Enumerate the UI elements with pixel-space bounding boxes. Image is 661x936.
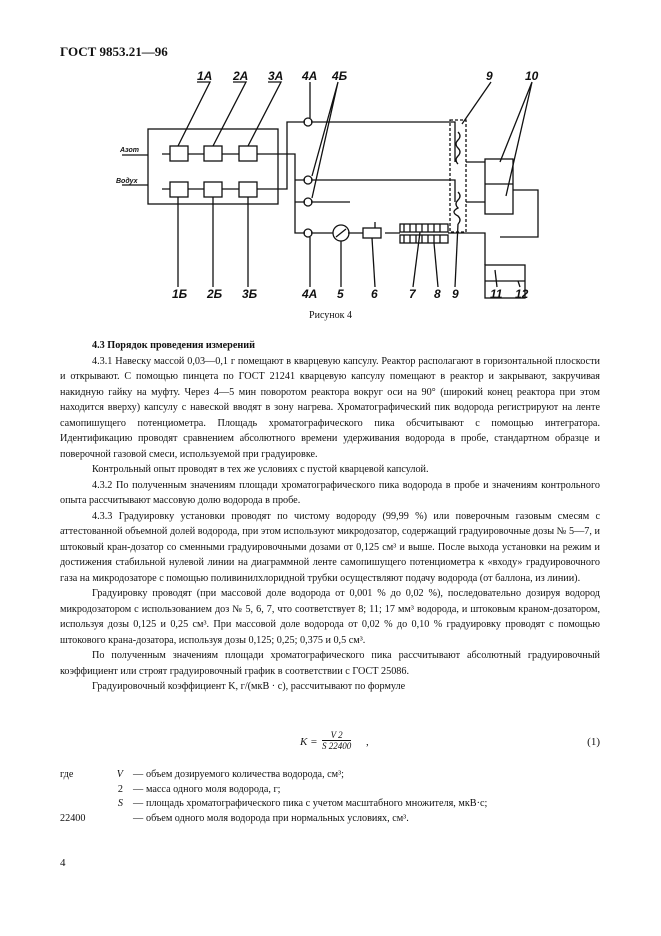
label-4b: 4Б <box>332 69 348 83</box>
definition-row <box>60 797 620 812</box>
label-9-bottom: 9 <box>452 287 459 301</box>
definition-row <box>60 812 620 827</box>
formula-comma: , <box>366 736 369 748</box>
document-header: ГОСТ 9853.21—96 <box>60 44 168 59</box>
label-9-top: 9 <box>486 69 493 83</box>
procedure-section <box>60 338 600 695</box>
definition-row <box>60 768 620 783</box>
where-prefix: где <box>60 769 74 780</box>
definition-text: объем одного моля водорода при нормальных условиях, см³. <box>146 812 409 824</box>
definition-symbol: V <box>116 769 123 780</box>
paragraph-coefficient: По полученным значениям площади хроматографического пика рассчитывают абсолютный градуировочный коэффициент или строят градуировочный график в соответствии с ГОСТ 25086. <box>60 650 600 677</box>
equation-number: (1) <box>587 736 600 748</box>
formula-fraction <box>322 730 351 751</box>
variable-definitions <box>60 768 620 826</box>
definition-symbol: 2 <box>117 783 123 795</box>
label-12: 12 <box>515 287 529 301</box>
page-number: 4 <box>60 857 66 869</box>
definition-dash: — <box>133 769 144 780</box>
formula-denominator: S 22400 <box>322 741 352 751</box>
definition-dash: — <box>133 783 144 795</box>
definition-text: объем дозируемого количества водорода, см³; <box>146 769 345 780</box>
block-3a <box>239 146 257 161</box>
paragraph-control-test: Контрольный опыт проводят в тех же условиях с пустой кварцевой капсулой. <box>92 464 429 475</box>
inlet-label-air: Водух <box>116 178 138 185</box>
formula-numerator: V 2 <box>322 730 351 741</box>
label-1a: 1А <box>197 69 213 83</box>
block-1b <box>170 182 188 197</box>
block-2a <box>204 146 222 161</box>
label-8: 8 <box>434 287 441 301</box>
inlet-label-nitrogen: Азот <box>120 147 140 154</box>
paragraph-formula-intro: Градуировочный коэффициент K, г/(мкВ · с), рассчитывают по формуле <box>92 681 406 692</box>
label-4a-top: 4А <box>302 69 318 83</box>
definition-dash: — <box>133 812 144 824</box>
label-3b: 3Б <box>242 287 258 301</box>
label-6: 6 <box>371 287 378 301</box>
definition-dash: — <box>133 798 144 809</box>
label-7: 7 <box>409 287 416 301</box>
formula-1 <box>60 727 600 761</box>
section-heading: 4.3 Порядок проведения измерений <box>92 340 255 351</box>
block-1a <box>170 146 188 161</box>
paragraph-calibration-ranges: Градуировку проводят (при массовой доле водорода от 0,001 % до 0,02 %), последовательно дозируя водород микродозатором с использованием доз № 5, 6, 7, что соответствует 8; 11; 17 мм³ водорода, и штоковым краном-дозатором, используя дозы 0,125 и 0,25 см³. При массовой доле водорода от 0,02 % до 0,10 % градуировку проводят с помощью штокового крана-дозатора, используя дозы 0,125; 0,25; 0,375 и 0,5 см³. <box>60 588 600 646</box>
apparatus-schematic <box>100 62 560 302</box>
label-1b: 1Б <box>172 287 188 301</box>
block-3b <box>239 182 257 197</box>
definition-text: площадь хроматографического пика с учетом масштабного множителя, мкВ·с; <box>146 798 488 809</box>
label-11: 11 <box>490 287 503 301</box>
figure-caption: Рисунок 4 <box>309 310 352 321</box>
definition-symbol: 22400 <box>60 812 86 824</box>
definition-text: масса одного моля водорода, г; <box>146 783 281 795</box>
label-2b: 2Б <box>207 287 223 301</box>
formula-lhs: K = <box>300 736 318 748</box>
paragraph-4-3-2: 4.3.2 По полученным значениям площади хроматографического пика водорода в пробе и значениям контрольного опыта рассчитывают массовую долю водорода в пробе. <box>60 479 600 506</box>
label-5: 5 <box>337 287 344 301</box>
paragraph-4-3-1: 4.3.1 Навеску массой 0,03—0,1 г помещают в кварцевую капсулу. Реактор располагают в горизонтальной плоскости и открывают. С помощью пинцета по ГОСТ 21241 кварцевую капсулу помещают в реактор и закрывают, закручивая накидную гайку на муфту. Через 4—5 мин поворотом реактора вокруг оси на 90° (широкий конец реактора при этом находится вверху) капсулу с навеской вводят в зону нагрева. Хроматографический пик водорода регистрируют на ленте самопишущего потенциометра. Площадь хроматографического пика обсчитывают с помощью интегратора. Идентификацию проводят сравнением абсолютного времени удерживания водорода в пробе, стандартном образце и поверочной газовой смеси, используемой при градуировке. <box>60 355 600 460</box>
label-3a: 3А <box>268 69 284 83</box>
label-4a-bottom: 4А <box>302 287 318 301</box>
label-2a: 2А <box>233 69 249 83</box>
label-10: 10 <box>525 69 539 83</box>
definition-row <box>60 783 620 798</box>
dosing-unit-housing <box>148 129 278 204</box>
paragraph-4-3-3: 4.3.3 Градуировку установки проводят по чистому водороду (99,99 %) или поверочным газовым смесям с аттестованной объемной долей водорода, при этом используют микродозатор, содержащий градуировочные дозы № 5—7, и штоковый кран-дозатор со сменными градуировочными дозами от 0,125 см³ и выше. После выхода установки на режим и достижения стабильной нулевой линии на диаграммной ленте самопишущего потенциометра к «входу» градуировочного газа на микродозаторе с помощью поливинилхлоридной трубки осуществляют подачу водорода (от баллона, из линии). <box>60 510 600 584</box>
definition-symbol: S <box>117 798 123 809</box>
block-2b <box>204 182 222 197</box>
